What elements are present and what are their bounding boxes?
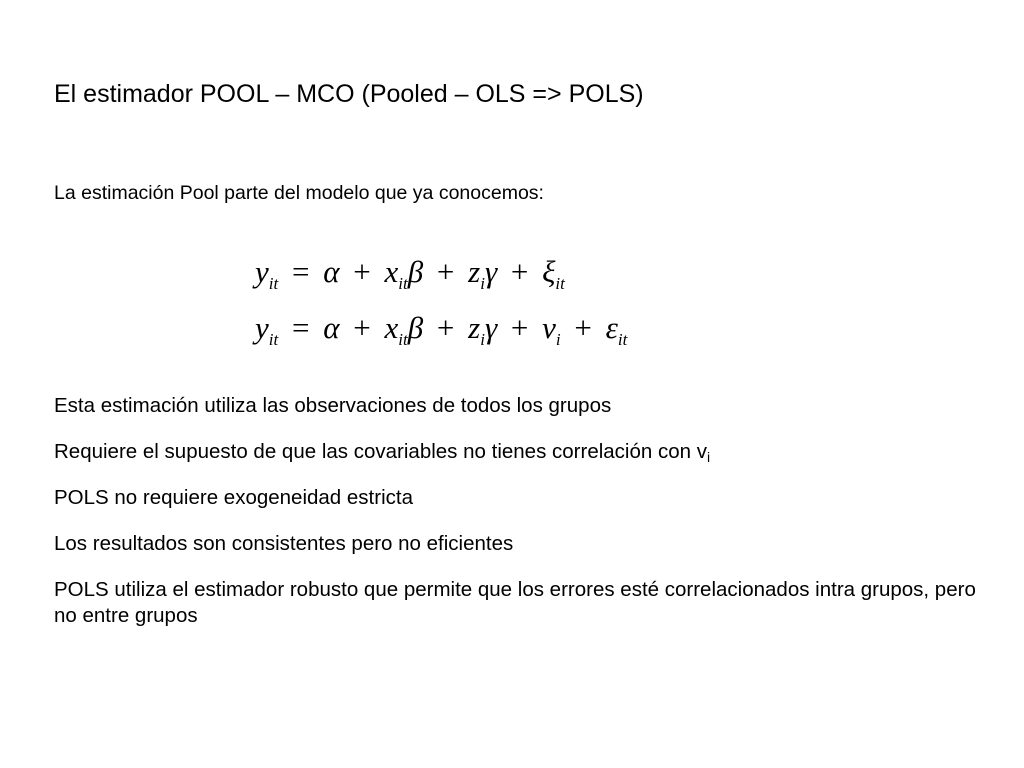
eq1-beta: β bbox=[407, 254, 424, 289]
eq2-equals: = bbox=[291, 310, 310, 345]
eq2-z-sub: i bbox=[480, 330, 485, 349]
eq2-alpha: α bbox=[323, 310, 340, 345]
eq1-xi: ξ bbox=[542, 254, 556, 289]
bullet-var-sub: i bbox=[706, 449, 711, 465]
eq1-xi-sub: it bbox=[555, 274, 565, 293]
eq2-epsilon: ε bbox=[605, 310, 618, 345]
eq1-z: z bbox=[468, 254, 481, 289]
eq1-plus-2: + bbox=[436, 254, 455, 289]
eq2-x: x bbox=[384, 310, 399, 345]
eq2-plus-1: + bbox=[353, 310, 371, 345]
equation-pooled-model bbox=[255, 254, 565, 293]
slide-title: El estimador POOL – MCO (Pooled – OLS => POLS) bbox=[54, 80, 644, 108]
bullet-item: POLS utiliza el estimador robusto que permite que los errores esté correlacionados intra grupos, pero no entre grupos bbox=[54, 578, 976, 627]
eq1-plus-3: + bbox=[510, 254, 529, 289]
eq2-epsilon-sub: it bbox=[617, 330, 628, 349]
bullet-item bbox=[54, 439, 994, 465]
bullet-item: Los resultados son consistentes pero no eficientes bbox=[54, 532, 514, 555]
eq1-lhs-sub: it bbox=[268, 274, 279, 293]
bullet-var: v bbox=[696, 440, 707, 463]
eq2-lhs-sub: it bbox=[268, 330, 279, 349]
eq2-nu: ν bbox=[542, 310, 556, 345]
eq1-x-sub: it bbox=[398, 274, 408, 293]
bullet-text: Requiere el supuesto de que las covariables no tienes correlación con bbox=[54, 440, 697, 463]
bullet-list bbox=[54, 393, 994, 649]
eq2-lhs: y bbox=[255, 310, 269, 345]
bullet-item: Esta estimación utiliza las observaciones de todos los grupos bbox=[54, 394, 612, 417]
eq2-plus-4: + bbox=[574, 310, 592, 345]
eq2-plus-2: + bbox=[436, 310, 455, 345]
eq1-x: x bbox=[384, 254, 399, 289]
eq2-nu-sub: i bbox=[555, 330, 561, 349]
eq1-lhs: y bbox=[255, 254, 269, 289]
bullet-item: POLS no requiere exogeneidad estricta bbox=[54, 486, 413, 509]
eq1-plus-1: + bbox=[353, 254, 371, 289]
eq2-beta: β bbox=[407, 310, 424, 345]
eq1-alpha: α bbox=[323, 254, 340, 289]
eq2-x-sub: it bbox=[398, 330, 408, 349]
eq2-gamma: γ bbox=[484, 310, 498, 345]
eq2-z: z bbox=[468, 310, 481, 345]
equation-error-components bbox=[255, 310, 628, 349]
intro-text: La estimación Pool parte del modelo que ya conocemos: bbox=[54, 182, 544, 204]
eq2-plus-3: + bbox=[510, 310, 529, 345]
eq1-gamma: γ bbox=[484, 254, 498, 289]
eq1-equals: = bbox=[291, 254, 310, 289]
eq1-z-sub: i bbox=[480, 274, 485, 293]
